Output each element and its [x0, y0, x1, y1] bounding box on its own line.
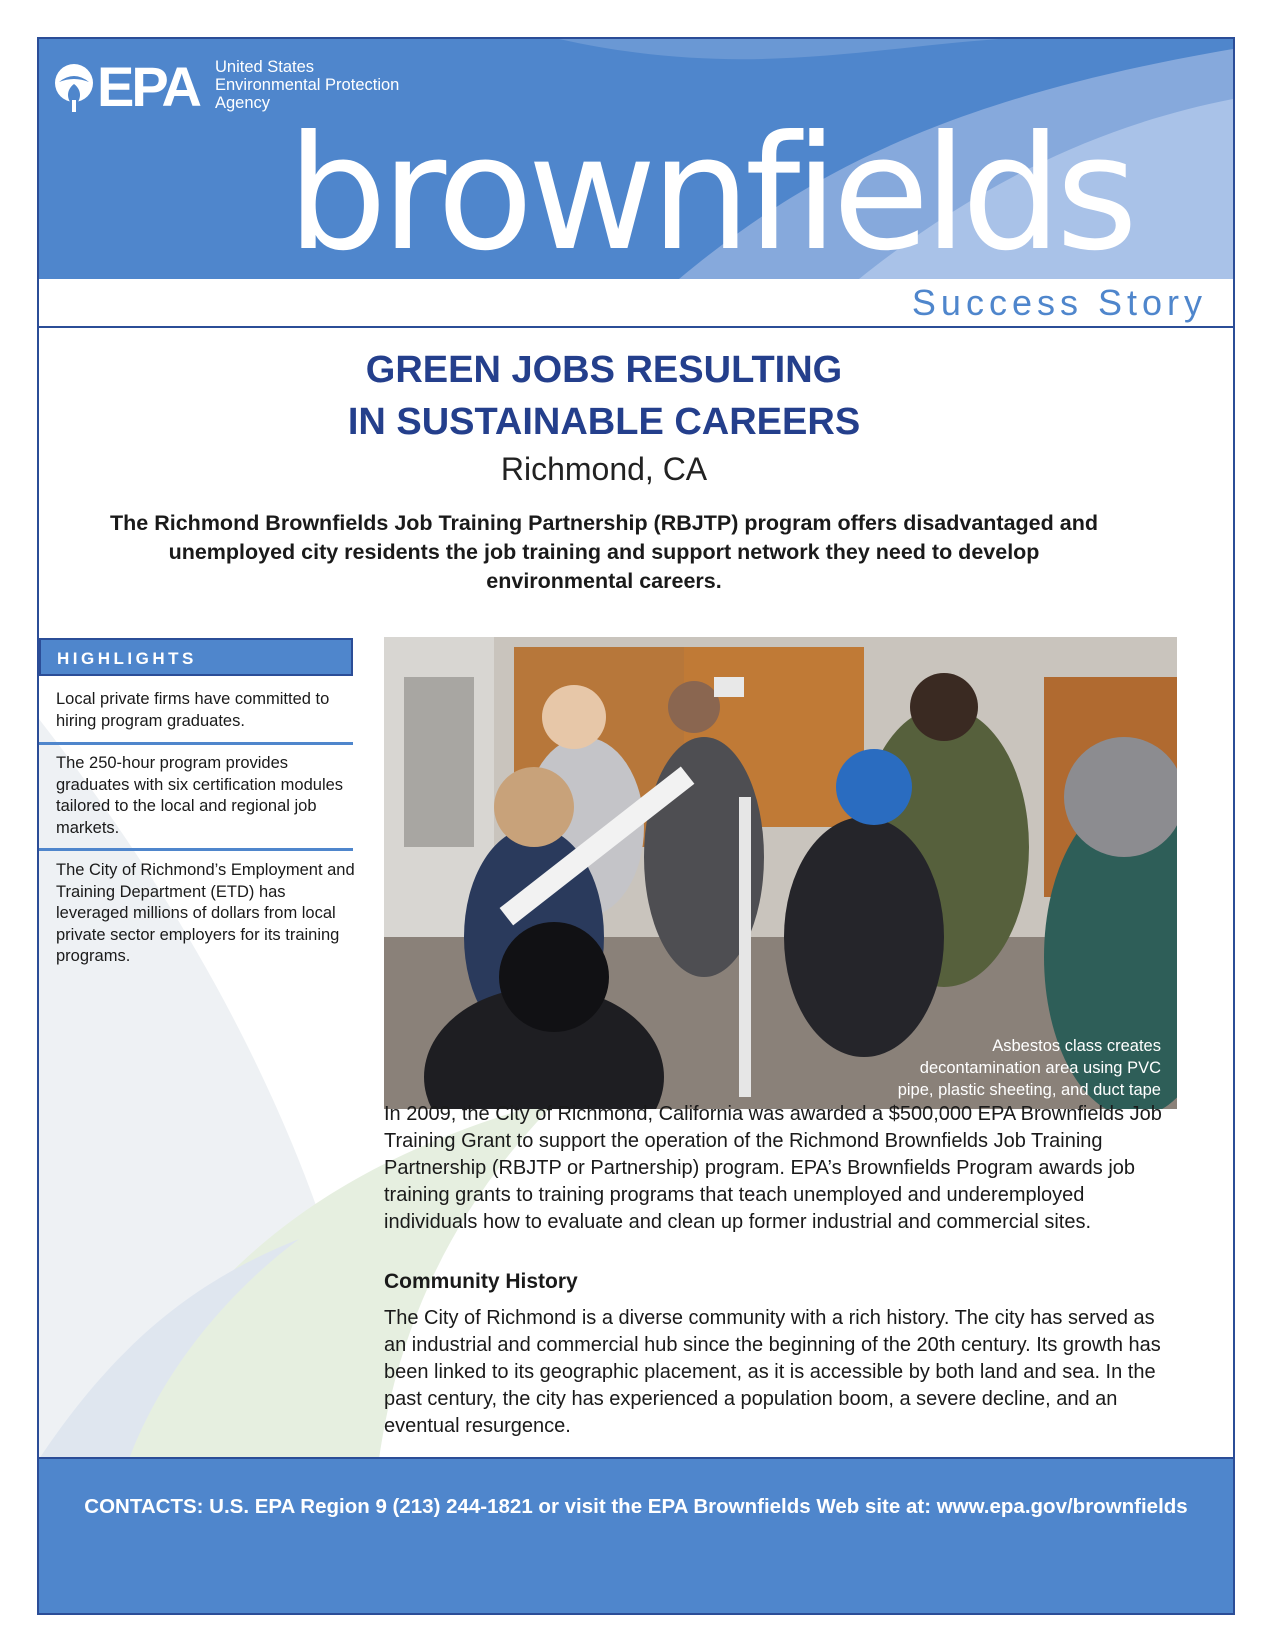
- epa-wordmark: EPA: [97, 55, 199, 118]
- highlight-divider: [39, 742, 353, 745]
- contacts-text: CONTACTS: U.S. EPA Region 9 (213) 244-1821 or visit the EPA Brownfields Web site at: www.epa.gov/brownfields: [84, 1495, 1188, 1518]
- contacts-footer: [39, 1457, 1233, 1613]
- training-photo: [384, 637, 1177, 1109]
- title-line-1: GREEN JOBS RESULTING: [365, 349, 843, 391]
- agency-line-1: United States: [215, 58, 315, 76]
- photo-caption: [898, 1035, 1161, 1101]
- epa-logo: [53, 55, 199, 118]
- epa-seal-icon: [53, 62, 95, 112]
- caption-line-2: decontamination area using PVC: [919, 1059, 1161, 1077]
- title-line-2: IN SUSTAINABLE CAREERS: [347, 401, 861, 443]
- highlight-divider: [39, 848, 353, 851]
- agency-line-2: Environmental Protection: [215, 76, 400, 94]
- banner-divider: [39, 326, 1233, 328]
- highlight-item-3: The City of Richmond’s Employment and Training Department (ETD) has leveraged millions of dollars from local private sector employers for its training programs.: [56, 861, 355, 965]
- title-block: [39, 344, 1169, 490]
- highlight-item-1: Local private firms have committed to hiring program graduates.: [56, 690, 330, 730]
- page-frame: [37, 37, 1235, 1615]
- series-label: Success Story: [911, 282, 1207, 323]
- section-heading: Community History: [384, 1270, 578, 1293]
- caption-line-1: Asbestos class creates: [992, 1037, 1161, 1055]
- caption-line-3: pipe, plastic sheeting, and duct tape: [897, 1081, 1161, 1099]
- intro-paragraph: In 2009, the City of Richmond, California was awarded a $500,000 EPA Brownfields Job Training Grant to support the operation of the Richmond Brownfields Job Training Partnership (RBJTP or Partnership) program. EPA’s Brownfields Program awards job training grants to training programs that teach unemployed and underemployed individuals how to evaluate and clean up former industrial and commercial sites.: [384, 1103, 1162, 1233]
- location: Richmond, CA: [500, 451, 708, 487]
- highlight-item-2: The 250-hour program provides graduates with six certification modules tailored to the local and regional job markets.: [56, 754, 344, 837]
- program-title: brownfields: [287, 102, 1133, 279]
- section-paragraph: The City of Richmond is a diverse community with a rich history. The city has served as an industrial and commercial hub since the beginning of the 20th century. Its growth has been linked to its geographic placement, as it is accessible by both land and sea. In the past century, the city has experienced a population boom, a severe decline, and an eventual resurgence.: [384, 1307, 1161, 1437]
- highlights-header: [39, 638, 353, 676]
- highlights-heading: HIGHLIGHTS: [57, 649, 197, 668]
- header-banner: [39, 39, 1233, 279]
- agency-line-3: Agency: [215, 94, 271, 112]
- lead-paragraph: The Richmond Brownfields Job Training Partnership (RBJTP) program offers disadvantaged and unemployed city residents the job training and support network they need to develop environmental careers.: [110, 511, 1098, 593]
